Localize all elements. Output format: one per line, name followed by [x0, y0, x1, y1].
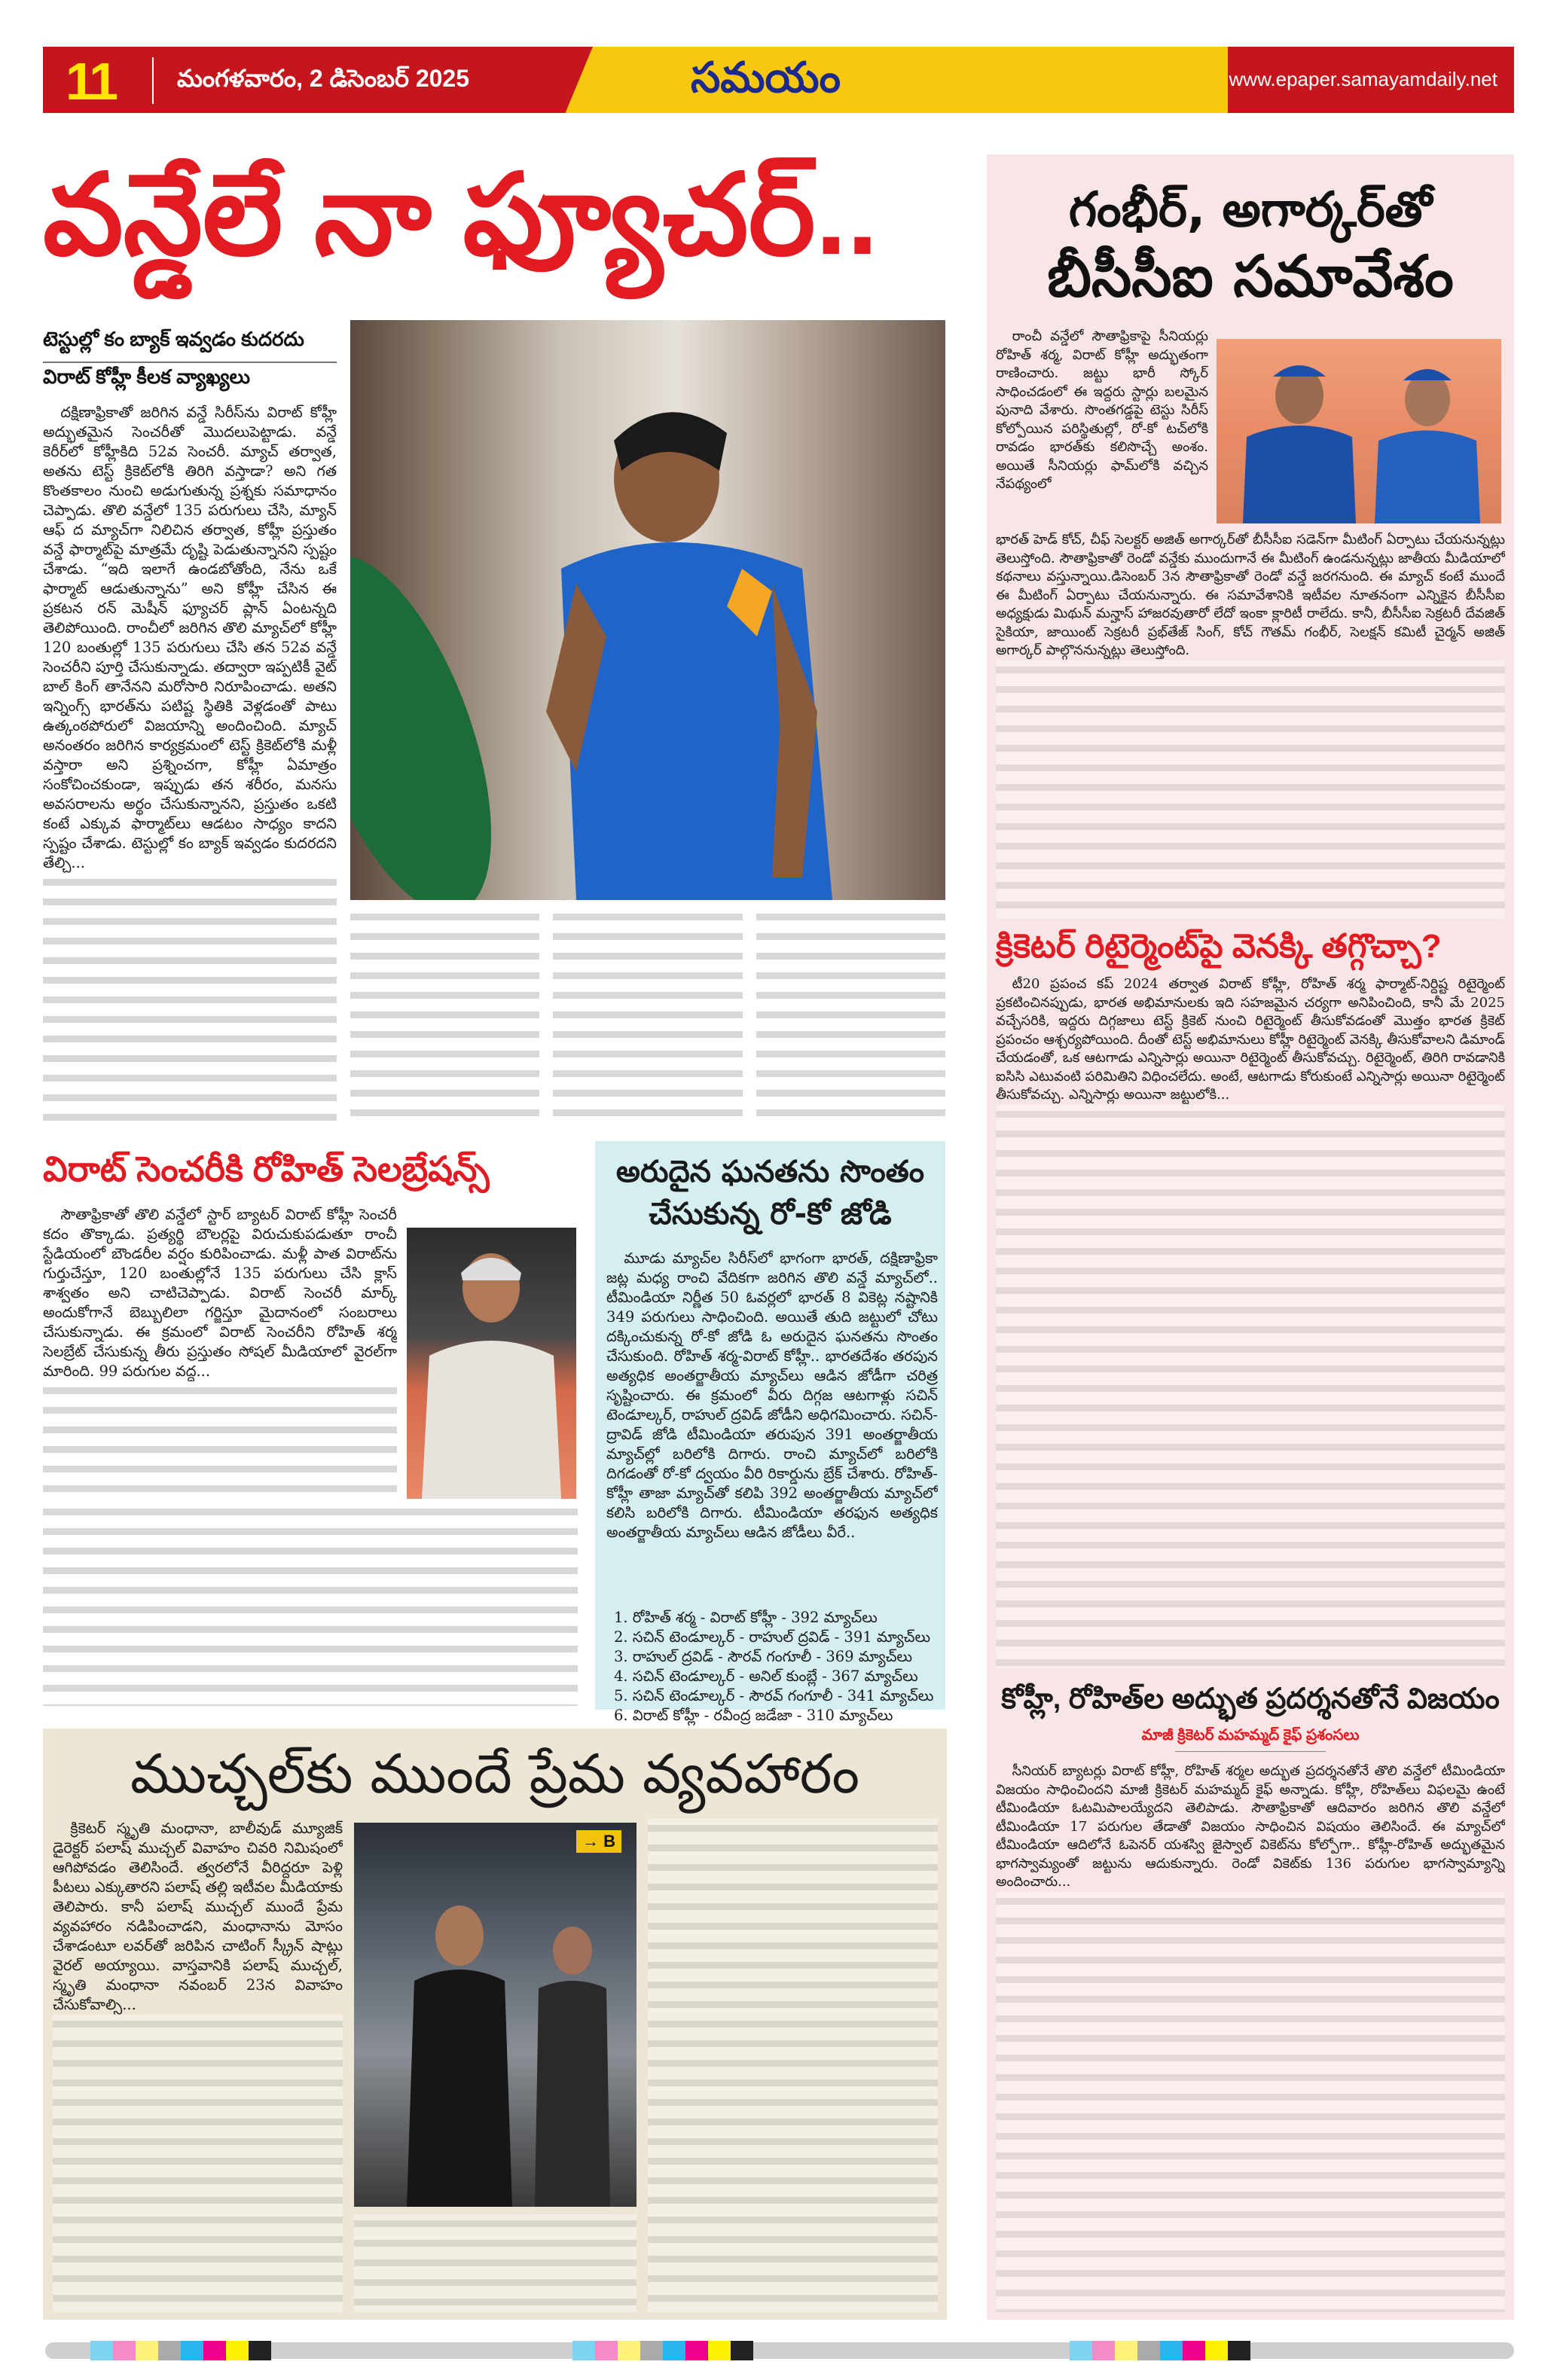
lead-headline: వన్డేలే నా ఫ్యూచర్..	[43, 151, 878, 278]
color-registration-strip	[90, 2341, 271, 2360]
bcci-article	[996, 531, 1505, 919]
muchal-body: క్రికెటర్ స్మృతి మంధానా, బాలీవుడ్ మ్యూజిక్ డైరెక్టర్ పలాష్ ముచ్చల్ వివాహం చివరి నిమిషంలో ఆగిపోవడం తెలిసిందే. త్వరలోనే వీరిద్దరూ పెళ్లి పీటలు ఎక్కుతారని పలాష్ తల్లి ఇటీవల మీడియాకు తెలిపారు. కానీ పలాష్ ముచ్చల్ ముందే ప్రేమ వ్యవహారం నడిపించాడని, మంధానాను మోసం చేశాడంటూ లవర్‌తో జరిపిన చాటింగ్ స్క్రీన్ షాట్లు వైరల్ అయ్యాయి. వాస్తవానికి పలాష్ ముచ్చల్, స్మృతి మంధానా నవంబర్ 23న వివాహం చేసుకోవాల్సి...	[53, 1820, 343, 2013]
people-figures	[354, 1823, 637, 2207]
divider	[1175, 1751, 1326, 1752]
masthead-bar	[43, 47, 1514, 113]
rohit-headline: విరాట్ సెంచరీకి రోహిత్ సెలబ్రేషన్స్	[43, 1149, 490, 1188]
lead-kicker: టెస్టుల్లో కం బ్యాక్ ఇవ్వడం కుదరదు	[43, 328, 337, 363]
text-column	[350, 908, 539, 1126]
bcci-headline	[994, 177, 1507, 310]
retirement-headline: క్రికెటర్ రిటైర్మెంట్‌పై వెనక్కి తగ్గొచ్చా?	[996, 928, 1442, 965]
pairs-list-item: 3. రాహుల్ ద్రవిడ్ - సౌరవ్ గంగూలీ - 369 మ్యాచ్‌లు	[614, 1648, 912, 1665]
text-continuation	[53, 2015, 343, 2312]
masthead-logo: సమయం	[691, 53, 841, 101]
muchal-headline: ముచ్చల్‌కు ముందే ప్రేమ వ్యవహారం	[130, 1742, 859, 1805]
text-continuation	[43, 1381, 397, 1499]
roko-headline: అరుదైన ఘనతను సొంతం చేసుకున్న రో-కో జోడి	[615, 1155, 925, 1231]
retirement-article	[996, 975, 1505, 1668]
text-continuation	[996, 661, 1505, 920]
edition-date: మంగళవారం, 2 డిసెంబర్ 2025	[177, 65, 470, 92]
bcci-intro: రాంచీ వన్డేలో సౌతాఫ్రికాపై సీనియర్లు రోహిత్ శర్మ, విరాట్ కోహ్లీ అద్భుతంగా రాణించారు. జట్టు భారీ స్కోర్ సాధించడంలో ఈ ఇద్దరు స్టార్లు బలమైన పునాది వేశారు. సొంతగడ్డపై టెస్టు సిరీస్ కోల్పోయిన పరిస్థితుల్లో, రో-కో టచ్‌లోకి రావడం భారత్‌కు కలిసొచ్చే అంశం. అయితే సీనియర్లు ఫామ్‌లోకి వచ్చిన నేపథ్యంలో	[996, 328, 1208, 492]
pairs-list-item: 6. విరాట్ కోహ్లీ - రవీంద్ర జడేజా - 310 మ్యాచ్‌లు	[614, 1707, 893, 1724]
lead-subhead: విరాట్ కోహ్లీ కీలక వ్యాఖ్యలు	[43, 365, 250, 388]
pairs-list	[614, 1608, 945, 1726]
text-continuation	[43, 873, 337, 1130]
gate-sign: → B	[576, 1830, 621, 1853]
page-number: 11	[66, 52, 115, 111]
lead-article-continued	[350, 908, 945, 1126]
rohit-body: సౌతాఫ్రికాతో తొలి వన్డేలో స్టార్ బ్యాటర్ విరాట్ కోహ్లీ సెంచరీ కదం తొక్కాడు. ప్రత్యర్థి బౌలర్లపై విరుచుకుపడుతూ రాంచీ స్టేడియంలో బౌండరీల వర్షం కురిపించాడు. మళ్లీ పాత విరాట్‌ను గుర్తుచేస్తూ, 120 బంతుల్లోనే 135 పరుగులు చేసి క్లాస్ శాశ్వతం అని చాటిచెప్పాడు. విరాట్ సెంచరీ మార్క్ అందుకోగానే బెబ్బులిలా గర్జిస్తూ మైదానంలో సంబరాలు చేసుకున్నాడు. ఈ క్రమంలో విరాట్ సెంచరీని రోహిత్ శర్మ సెలబ్రేట్ చేసుకున్న తీరు ప్రస్తుతం సోషల్ మీడియాలో వైరల్‌గా మారింది. 99 పరుగుల వద్ద...	[43, 1206, 397, 1380]
website-link[interactable]: www.epaper.samayamdaily.net	[1229, 68, 1497, 90]
text-continuation	[996, 1892, 1505, 2313]
bcci-headline-line1: గంభీర్, అగార్కర్‌తో	[1068, 182, 1433, 238]
retirement-body: టీ20 ప్రపంచ కప్ 2024 తర్వాత విరాట్ కోహ్లీ, రోహిత్ శర్మ ఫార్మాట్-నిర్దిష్ట రిటైర్మెంట్ ప్రకటించినప్పుడు, భారత అభిమానులకు ఇది సహజమైన చర్యగా అనిపించింది, కానీ మే 2025 వచ్చేసరికి, ఇద్దరు దిగ్గజాలు టెస్ట్ క్రికెట్ నుంచి రిటైర్మెంట్ తీసుకోవడంతో మొత్తం భారత క్రికెట్ ప్రపంచం ఆశ్చర్యపోయింది. దీంతో టెస్ట్ అభిమానులు కోహ్లీ రిటైర్మెంట్ వెనక్కి తీసుకోవాలని డిమాండ్ చేయడంతో, ఒక ఆటగాడు ఎన్నిసార్లు అయినా రిటైర్మెంట్ తీసుకోవచ్చు. రిటైర్మెంట్, తిరిగి రావడానికి ఐసిసి ఎటువంటి పరిమితిని విధించలేదు. అంటే, ఆటగాడు కోరుకుంటే ఎన్నిసార్లు అయినా రిటైర్మెంట్ తీసుకోవచ్చు. ఎన్నిసార్లు అయినా జట్టులోకి...	[996, 976, 1505, 1103]
rohit-article-continued	[43, 1503, 578, 1706]
muchal-article	[53, 1819, 343, 2312]
muchal-article-continued	[354, 2214, 637, 2312]
text-continuation	[996, 1105, 1505, 1669]
muchal-article-continued	[648, 1819, 938, 2312]
gambhir-agarkar-photo	[1217, 339, 1501, 523]
color-registration-strip	[1070, 2341, 1250, 2360]
rohit-figure	[407, 1228, 576, 1499]
divider	[152, 57, 154, 104]
kohli-photo	[350, 320, 945, 900]
bcci-body: భారత్ హెడ్ కోచ్, చీఫ్ సెలక్టర్ అజిత్ అగార్కర్‌తో బీసీసీఐ సడెన్‌గా మీటింగ్ ఏర్పాటు చేయనున్నట్లు తెలుస్తోంది. సౌతాఫ్రికాతో రెండో వన్డేకు ముందుగానే ఈ మీటింగ్ ఉండనున్నట్లు జాతీయ మీడియాలో కథనాలు వస్తున్నాయి.డిసెంబర్ 3న సౌతాఫ్రికాతో రెండో వన్డే జరగనుంది. ఈ మ్యాచ్ కంటే ముందే ఈ మీటింగ్ ఏర్పాటు చేయనున్నారు. ఈ సమావేశానికి ఇటీవల నూతనంగా ఎన్నికైన బీసీసీఐ అధ్యక్షుడు మిథున్ మన్హాస్ హాజరవుతారో లేదో ఇంకా క్లారిటీ రాలేదు. కానీ, బీసీసీఐ సెక్రటరీ దేవజిత్ సైకియా, జాయింట్ సెక్రటరీ ప్రభ్‌తేజ్ సింగ్, కోచ్ గౌతమ్ గంభీర్, సెలక్షన్ కమిటీ చైర్మన్ అజిత్ అగార్కర్ పాల్గొననున్నట్లు తెలుస్తోంది.	[996, 532, 1505, 658]
kohli-figure	[350, 320, 945, 900]
kaif-article	[996, 1762, 1505, 2312]
rohit-article	[43, 1205, 397, 1499]
rohit-photo	[407, 1228, 576, 1499]
kaif-subhead: మాజీ క్రికెటర్ మహమ్మద్ కైఫ్ ప్రశంసలు	[1141, 1727, 1360, 1744]
text-column	[553, 908, 742, 1126]
roko-body: మూడు మ్యాచ్‌ల సిరీస్‌లో భాగంగా భారత్, దక్షిణాఫ్రికా జట్ల మధ్య రాంచి వేదికగా జరిగిన తొలి వన్డే మ్యాచ్‌లో.. టీమిండియా నిర్ణీత 50 ఓవర్లలో భారత్ 8 వికెట్ల నష్టానికి 349 పరుగులు సాధించింది. అయితే తుది జట్టులో చోటు దక్కించుకున్న రో-కో జోడి ఓ అరుదైన ఘనతను సొంతం చేసుకుంది. రోహిత్ శర్మ-విరాట్ కోహ్లీ.. భారతదేశం తరపున అత్యధిక అంతర్జాతీయ మ్యాచ్‌లు ఆడిన జోడీగా చరిత్ర సృష్టించారు. ఈ క్రమంలో వీరు దిగ్గజ ఆటగాళ్లు సచిన్ టెండూల్కర్, రాహుల్ ద్రవిడ్ జోడీని అధిగమించారు. సచిన్-ద్రావిడ్ జోడి టీమిండియా తరుపున 391 అంతర్జాతీయ మ్యాచ్‌ల్లో బరిలోకి దిగారు. రాంచి మ్యాచ్‌లో బరిలోకి దిగడంతో రో-కో ద్వయం వీరి రికార్డును బ్రేక్ చేశారు. రోహిత్-కోహ్లీ తాజా మ్యాచ్‌తో కలిపి 392 అంతర్జాతీయ మ్యాచ్‌లో కలిసి బరిలోకి దిగారు. టీమిండియా తరఫున అత్యధిక అంతర్జాతీయ మ్యాచ్‌లు ఆడిన జోడీలు వీరే..	[606, 1250, 938, 1541]
coaches-figures	[1217, 339, 1501, 523]
pairs-list-item: 2. సచిన్ టెండూల్కర్ - రాహుల్ ద్రవిడ్ - 391 మ్యాచ్‌లు	[614, 1628, 931, 1646]
lead-body: దక్షిణాఫ్రికాతో జరిగిన వన్డే సిరీస్‌ను విరాట్ కోహ్లీ అద్భుతమైన సెంచరీతో మొదలుపెట్టాడు. వన్డే కెరీర్‌లో కోహ్లీకిది 52వ సెంచరీ. మ్యాచ్ తర్వాత, అతను టెస్ట్ క్రికెట్‌లోకి తిరిగి వస్తాడా? అని గత కొంతకాలం నుంచి అడుగుతున్న ప్రశ్నకు సమాధానం చెప్పాడు. తొలి వన్డేలో 135 పరుగులు చేసి, మ్యాన్ ఆఫ్ ద మ్యాచ్‌గా నిలిచిన తర్వాత, కోహ్లీ ప్రస్తుతం వన్డే ఫార్మాట్‌పై మాత్రమే దృష్టి పెడుతున్నానని స్పష్టం చేశాడు. “ఇది ఇలాగే ఉండబోతోంది, నేను ఒకే ఫార్మాట్ ఆడుతున్నాను” అని కోహ్లీ చేసిన ఈ ప్రకటన రన్ మెషీన్ ఫ్యూచర్ ప్లాన్ ఏంటన్నది తెలిపోయింది. రాంచీలో జరిగిన తొలి మ్యాచ్‌లో కోహ్లీ 120 బంతుల్లో 135 పరుగులు చేసి తన 52వ వన్డే సెంచరీని పూర్తి చేసుకున్నాడు. తద్వారా ఇప్పటికీ వైట్ బాల్ కింగ్ తానేనని మరోసారి నిరూపించాడు. అతని ఇన్నింగ్స్ భారత్‌ను పటిష్ట స్థితికి వెళ్లడంతో పాటు ఉత్కంఠపోరులో విజయాన్ని అందించింది. మ్యాచ్ అనంతరం జరిగిన కార్యక్రమంలో టెస్ట్ క్రికెట్‌లోకి మళ్లీ వస్తారా అని ప్రశ్నించగా, కోహ్లీ ఏమాత్రం సంకోచించకుండా, ఇప్పుడు తన శరీరం, మనసు అవసరాలను అర్థం చేసుకున్నానని, ప్రస్తుతం ఒకటి కంటే ఎక్కువ ఫార్మాట్‌లు ఆడటం సాధ్యం కాదని స్పష్టం చేశాడు. టెస్టుల్లో కం బ్యాక్ ఇవ్వడం కుదరదని తేల్చి...	[43, 404, 337, 871]
kaif-body: సీనియర్ బ్యాటర్లు విరాట్ కోహ్లీ, రోహిత్ శర్మల అద్భుత ప్రదర్శనతోనే తొలి వన్డేలో టీమిండియా విజయం సాధించిందని మాజీ క్రికెటర్ మహమ్మద్ కైఫ్ అన్నాడు. కోహ్లీ, రోహిత్‌లు విఫలమై ఉంటే టీమిండియా ఓటమిపాలయ్యేదని తెలిపాడు. సౌతాఫ్రికాతో ఆదివారం జరిగిన తొలి వన్డేలో టీమిండియా 17 పరుగుల తేడాతో విజయం సాధించిన విషయం తెలిసిందే. ఈ మ్యాచ్‌లో టీమిండియా ఆదిలోనే ఓపెనర్ యశస్వి జైస్వాల్ వికెట్‌ను కోల్పోగా.. కోహ్లీ-రోహిత్ అద్భుతమైన భాగస్వామ్యంతో జట్టును ఆదుకున్నారు. రెండో వికెట్‌కు 136 పరుగుల భాగస్వామ్యాన్ని అందించారు...	[996, 1763, 1505, 1890]
pairs-list-item: 4. సచిన్ టెండూల్కర్ - అనిల్ కుంబ్లే - 367 మ్యాచ్‌లు	[614, 1668, 918, 1685]
airport-photo	[354, 1823, 637, 2207]
pairs-list-item: 1. రోహిత్ శర్మ - విరాట్ కోహ్లీ - 392 మ్యాచ్‌లు	[614, 1609, 878, 1626]
text-column	[756, 908, 945, 1126]
bcci-headline-line2: బీసీసీఐ సమావేశం	[1047, 243, 1454, 310]
kaif-headline: కోహ్లీ, రోహిత్‌ల అద్భుత ప్రదర్శనతోనే విజయం	[1001, 1683, 1500, 1715]
color-registration-strip	[572, 2341, 753, 2360]
pairs-list-item: 5. సచిన్ టెండూల్కర్ - సౌరవ్ గంగూలీ - 341 మ్యాచ్‌లు	[614, 1687, 934, 1704]
lead-article	[43, 403, 337, 1130]
